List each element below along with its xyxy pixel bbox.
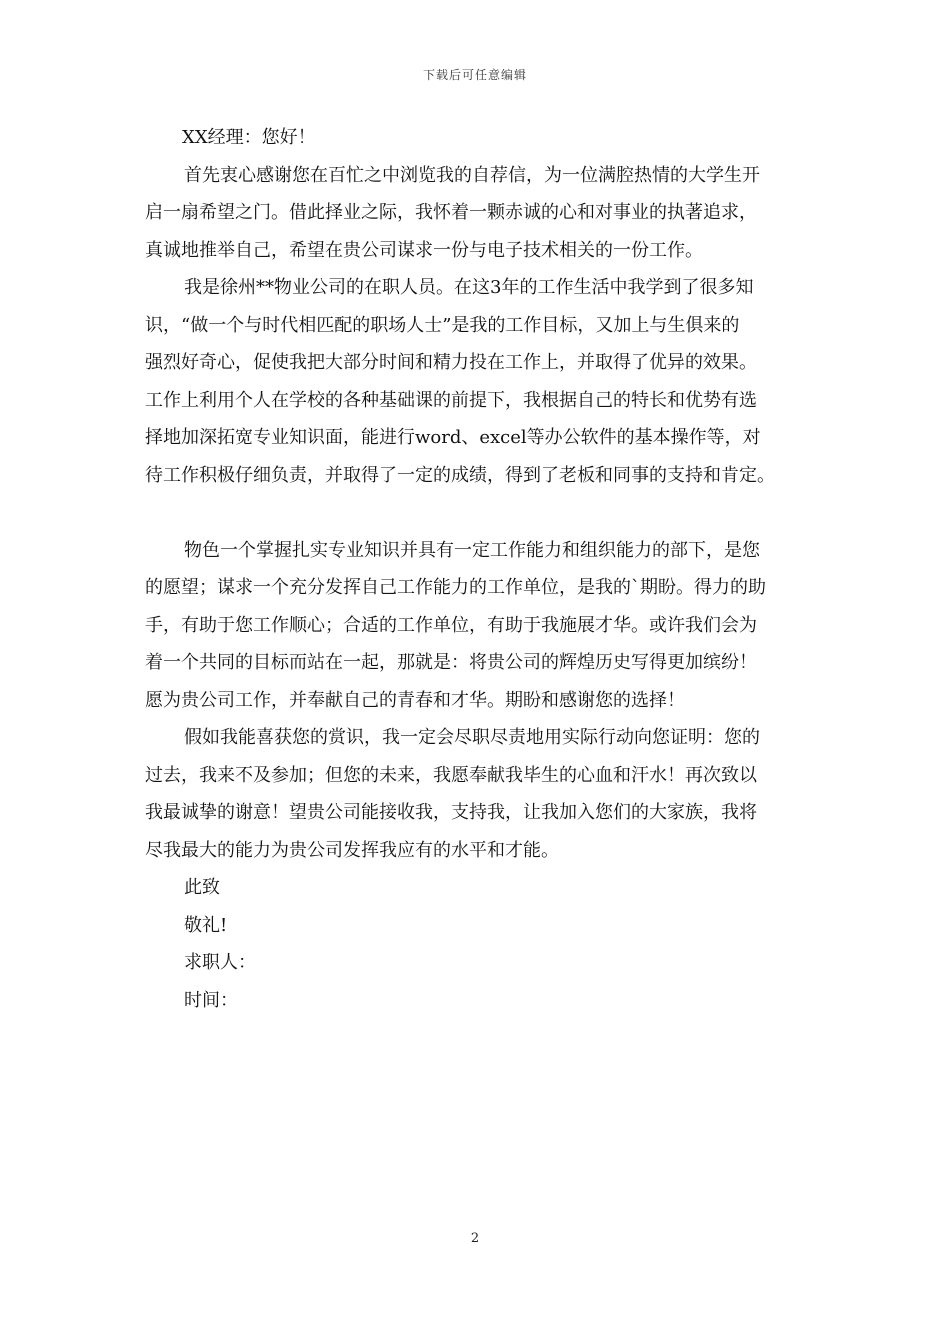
closing-salutation: 敬礼! bbox=[184, 914, 228, 936]
greeting-line: XX经理：您好！ bbox=[182, 127, 316, 148]
paragraph-commitment bbox=[145, 719, 817, 869]
date-label: 时间： bbox=[184, 989, 238, 1011]
paragraph-line: 启一扇希望之门。借此择业之际，我怀着一颗赤诚的心和对事业的执著追求， bbox=[145, 202, 757, 223]
paragraph-intro bbox=[145, 157, 817, 270]
paragraph-line: 愿为贵公司工作，并奉献自己的青春和才华。期盼和感谢您的选择！ bbox=[145, 689, 685, 711]
paragraph-line: 我是徐州**物业公司的在职人员。在这3年的工作生活中我学到了很多知 bbox=[184, 277, 754, 298]
paragraph-line: 强烈好奇心，促使我把大部分时间和精力投在工作上，并取得了优异的效果。 bbox=[145, 352, 757, 373]
page-header-note: 下载后可任意编辑 bbox=[422, 68, 527, 82]
blank-line bbox=[145, 494, 817, 532]
paragraph-line: 手，有助于您工作顺心；合适的工作单位，有助于我施展才华。或许我们会为 bbox=[145, 614, 757, 636]
paragraph-line: 识，“做一个与时代相匹配的职场人士”是我的工作目标，又加上与生俱来的 bbox=[145, 314, 740, 336]
paragraph-line: 假如我能喜获您的赏识，我一定会尽职尽责地用实际行动向您证明：您的 bbox=[184, 727, 760, 748]
paragraph-line: 我最诚挚的谢意！望贵公司能接收我，支持我，让我加入您们的大家族，我将 bbox=[145, 802, 757, 823]
page-number: 2 bbox=[470, 1231, 480, 1246]
paragraph-line: 尽我最大的能力为贵公司发挥我应有的水平和才能。 bbox=[145, 839, 559, 861]
letter-body bbox=[145, 119, 817, 1019]
paragraph-line: 首先衷心感谢您在百忙之中浏览我的自荐信，为一位满腔热情的大学生开 bbox=[184, 164, 760, 186]
paragraph-experience bbox=[145, 269, 817, 494]
paragraph-line: 择地加深拓宽专业知识面，能进行word、excel等办公软件的基本操作等，对 bbox=[145, 427, 761, 448]
closing-cizhi: 此致 bbox=[184, 877, 220, 898]
paragraph-line: 待工作积极仔细负责，并取得了一定的成绩，得到了老板和同事的支持和肯定。 bbox=[145, 464, 775, 486]
paragraph-line: 过去，我来不及参加；但您的未来，我愿奉献我毕生的心血和汗水！再次致以 bbox=[145, 764, 757, 786]
paragraph-line: 着一个共同的目标而站在一起，那就是：将贵公司的辉煌历史写得更加缤纷！ bbox=[145, 652, 757, 673]
paragraph-aspiration bbox=[145, 532, 817, 720]
paragraph-line: 物色一个掌握扎实专业知识并具有一定工作能力和组织能力的部下，是您 bbox=[184, 539, 760, 561]
paragraph-line: 工作上利用个人在学校的各种基础课的前提下，我根据自己的特长和优势有选 bbox=[145, 389, 757, 411]
paragraph-line: 真诚地推举自己，希望在贵公司谋求一份与电子技术相关的一份工作。 bbox=[145, 239, 703, 261]
letter-closing bbox=[145, 869, 817, 1019]
paragraph-line: 的愿望；谋求一个充分发挥自己工作能力的工作单位，是我的`期盼。得力的助 bbox=[145, 577, 766, 598]
applicant-label: 求职人： bbox=[184, 952, 256, 973]
